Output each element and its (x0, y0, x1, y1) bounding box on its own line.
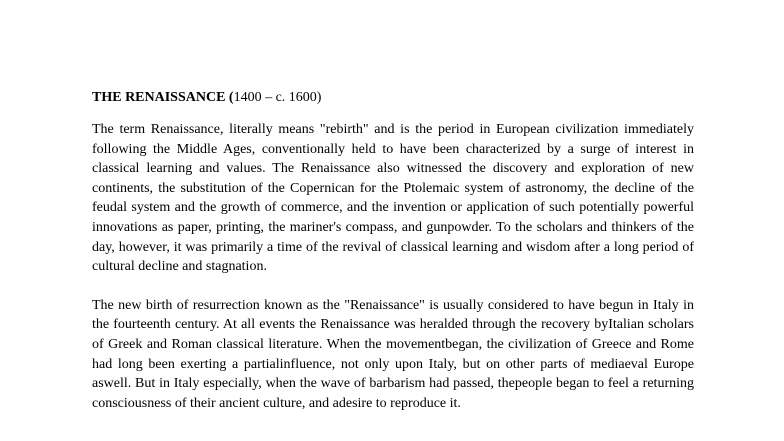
paragraph-2: The new birth of resurrection known as the "Renaissance" is usually considered to have begun in Italy in the fourteenth century. At all events the Renaissance was heralded through the recovery byItalian scholars of Greek and Roman classical literature. When the movementbegan, the civilization of Greece and Rome had long been exerting a partialinfluence, not only upon Italy, but on other parts of mediaeval Europe aswell. But in Italy especially, when the wave of barbarism had passed, thepeople began to feel a returning consciousness of their ancient culture, and adesire to reproduce it. (92, 297, 694, 411)
title-date-range: 1400 – c. 1600) (233, 90, 322, 105)
paragraph-1: The term Renaissance, literally means "rebirth" and is the period in European civilization immediately following the Middle Ages, conventionally held to have been characterized by a surge of interest in classical learning and values. The Renaissance also witnessed the discovery and exploration of new continents, the substitution of the Copernican for the Ptolemaic system of astronomy, the decline of the feudal system and the growth of commerce, and the invention or application of such potentially powerful innovations as paper, printing, the mariner's compass, and gunpowder. To the scholars and thinkers of the day, however, it was primarily a time of the revival of classical learning and wisdom after a long period of cultural decline and stagnation. (92, 122, 694, 275)
title-bold-part: THE RENAISSANCE ( (92, 90, 234, 105)
page-title (92, 88, 694, 108)
document-body (92, 88, 694, 413)
